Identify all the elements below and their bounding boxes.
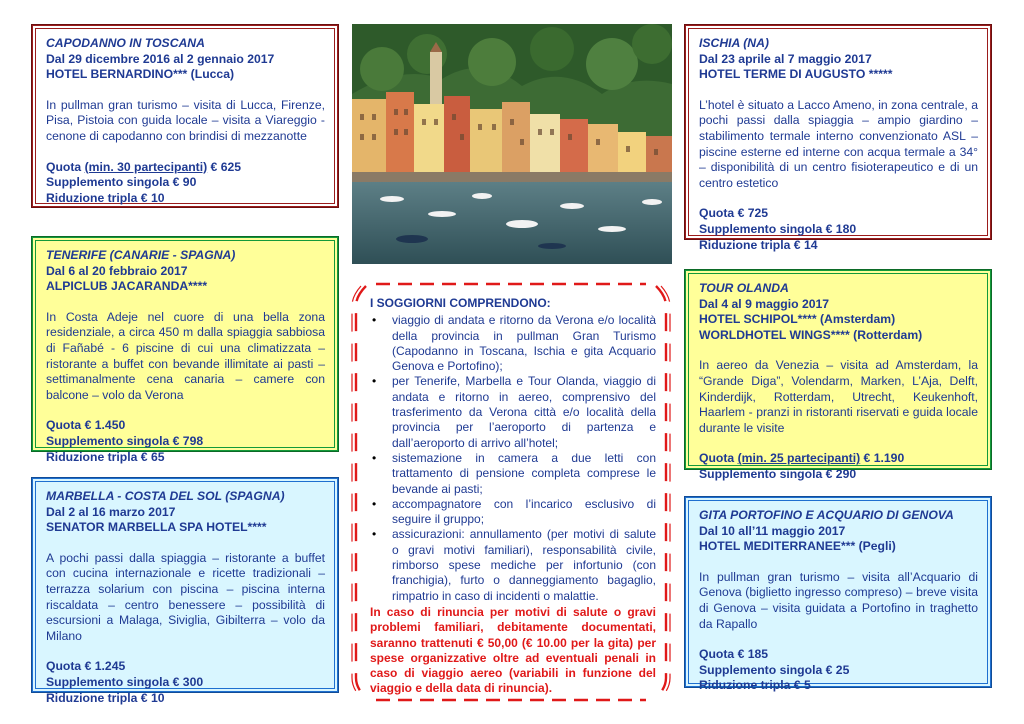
offer-riduzione: Riduzione tripla € 5: [699, 678, 811, 693]
offer-dates: Dal 23 aprile al 7 maggio 2017: [699, 51, 872, 66]
list-item: • sistemazione in camera a due letti con trattamento di pensione completa comprese le bevande ai pasti;: [370, 451, 656, 497]
offer-title: GITA PORTOFINO E ACQUARIO DI GENOVA: [699, 508, 954, 522]
offer-hotel-rotterdam: WORLDHOTEL WINGS**** (Rotterdam): [699, 327, 923, 342]
offer-title: CAPODANNO IN TOSCANA: [46, 36, 205, 50]
offer-description: In pullman gran turismo – visita di Lucca, Firenze, Pisa, Pistoia con guida locale – visita a Viareggio - cenone di capodanno con brindisi di mezzanotte: [46, 97, 325, 143]
offer-tour-olanda: [685, 270, 991, 481]
offer-tenerife: [32, 237, 338, 464]
list-item: • per Tenerife, Marbella e Tour Olanda, viaggio di andata e ritorno in aereo, comprensivo del trasferimento da Verona città e/o località della provincia per l’aeroporto di partenza e dall’aeroporto di arrivo all’hotel;: [370, 374, 656, 450]
soggiorni-box: [352, 282, 670, 702]
offer-title: MARBELLA - COSTA DEL SOL (SPAGNA): [46, 489, 285, 503]
offer-supplemento: Supplemento singola € 25: [699, 662, 850, 677]
soggiorni-heading: I SOGGIORNI COMPRENDONO:: [370, 296, 551, 310]
list-item: • viaggio di andata e ritorno da Verona e/o località della provincia in pullman Gran Turismo (Capodanno in Toscana, Ischia e gita Acquario Genova e Portofino);: [370, 313, 656, 374]
offer-capodanno-toscana: [32, 25, 338, 207]
offer-title: ISCHIA (NA): [699, 36, 769, 50]
offer-riduzione: Riduzione tripla € 14: [699, 237, 818, 252]
offer-description: In pullman gran turismo – visita all’Acquario di Genova (biglietto ingresso compreso) – breve visita di Genova – visita guidata a Portofino in traghetto da Rapallo: [699, 569, 978, 631]
offer-ischia: [685, 25, 991, 252]
offer-hotel: SENATOR MARBELLA SPA HOTEL****: [46, 520, 267, 535]
offer-description: A pochi passi dalla spiaggia – ristorante a buffet con cucina internazionale e ricette tradizionali – terrazza solarium con piscina – piscina interna riscaldata – centro benessere – possibilità di escursioni a Malaga, Siviglia, Gibilterra – volo da Milano: [46, 550, 325, 643]
offer-riduzione: Riduzione tripla € 65: [46, 449, 165, 464]
offer-riduzione: Riduzione tripla € 10: [46, 190, 165, 205]
offer-supplemento: Supplemento singola € 300: [46, 674, 204, 689]
offer-marbella: [32, 478, 338, 705]
offer-hotel-amsterdam: HOTEL SCHIPOL**** (Amsterdam): [699, 312, 896, 327]
offer-description: In Costa Adeje nel cuore di una bella zona residenziale, a circa 450 m dalla spiaggia sabbiosa di Fañabé - 6 piscine di cui una climatizzata – ristorante a buffet con bevande illimitate ai pasti – settimanalmente cena canaria – camere con balcone – volo da Verona: [46, 309, 325, 402]
offer-supplemento: Supplemento singola € 180: [699, 221, 857, 236]
list-item: • assicurazioni: annullamento (per motivi di salute o gravi motivi familiari), responsabilità civile, rimborso spese mediche per infortunio (con franchigia), furto o danneggiamento bagaglio, rimpatrio in caso di incidenti o malattie.: [370, 527, 656, 603]
offer-title: TENERIFE (CANARIE - SPAGNA): [46, 248, 236, 262]
offer-dates: Dal 6 al 20 febbraio 2017: [46, 263, 188, 278]
offer-riduzione: Riduzione tripla € 10: [46, 690, 165, 705]
offer-hotel: HOTEL BERNARDINO*** (Lucca): [46, 67, 235, 82]
list-item: • accompagnatore con l’incarico esclusivo di seguire il gruppo;: [370, 497, 656, 528]
offer-quota: Quota (min. 30 partecipanti) € 625: [46, 159, 242, 174]
offer-quota: Quota € 185: [699, 647, 769, 662]
offer-portofino-acquario: [685, 497, 991, 693]
offer-dates: Dal 10 all’11 maggio 2017: [699, 523, 846, 538]
offer-quota: Quota € 1.450: [46, 418, 126, 433]
offer-title: TOUR OLANDA: [699, 281, 789, 295]
offer-hotel: HOTEL MEDITERRANEE*** (Pegli): [699, 539, 896, 554]
offer-quota: Quota (min. 25 partecipanti) € 1.190: [699, 451, 905, 466]
offer-quota: Quota € 725: [699, 206, 769, 221]
offer-description: In aereo da Venezia – visita ad Amsterdam, la “Grande Diga”, Volendarm, Marken, L’Aja, Delft, Kinderdijk, Rotterdam, Utrecht, Keukenhoft, Haarlem - pranzi in ristoranti riservati e guida locale durante le visite: [699, 358, 978, 435]
portofino-harbour-photo: [352, 24, 672, 264]
offer-hotel: HOTEL TERME DI AUGUSTO *****: [699, 67, 893, 82]
offer-dates: Dal 4 al 9 maggio 2017: [699, 296, 830, 311]
offer-description: L’hotel è situato a Lacco Ameno, in zona centrale, a pochi passi dalla spiaggia – ampio giardino – stabilimento termale interno convenzionato ASL – piscine esterne ed interne con acqua termale a 34° – disponibilità di un centro fisioterapeutico e di un centro estetico: [699, 97, 978, 190]
cancellation-warning: In caso di rinuncia per motivi di salute o gravi problemi familiari, debitamente documentati, saranno trattenuti € 50,00 (€ 10.00 per la gita) per spese organizzative oltre ad eventuali penali in caso di viaggio aereo (variabili in funzione del viaggio e della data di rinuncia).: [370, 604, 656, 696]
offer-hotel: ALPICLUB JACARANDA****: [46, 279, 208, 294]
offer-dates: Dal 2 al 16 marzo 2017: [46, 504, 176, 519]
offer-dates: Dal 29 dicembre 2016 al 2 gennaio 2017: [46, 51, 275, 66]
offer-supplemento: Supplemento singola € 290: [699, 466, 857, 481]
soggiorni-list: [370, 313, 656, 604]
offer-quota: Quota € 1.245: [46, 659, 126, 674]
offer-supplemento: Supplemento singola € 90: [46, 175, 197, 190]
offer-supplemento: Supplemento singola € 798: [46, 433, 204, 448]
